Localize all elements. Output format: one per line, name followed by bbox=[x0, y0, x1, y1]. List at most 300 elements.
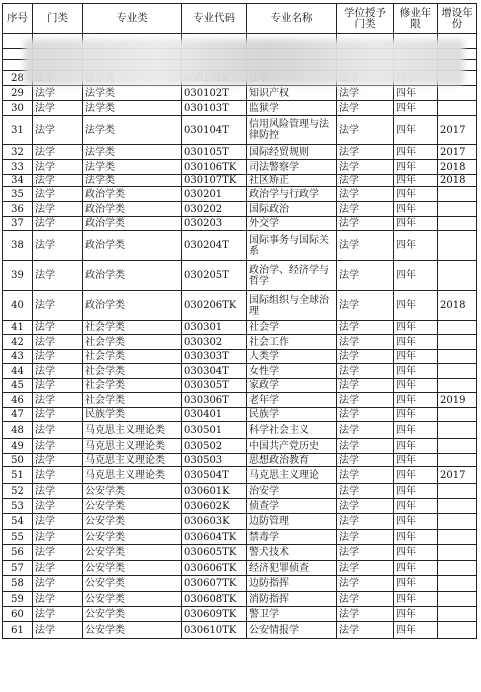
table-row bbox=[3, 231, 477, 261]
row-index: 39 bbox=[3, 261, 33, 291]
row-major-name: 人类学 bbox=[247, 350, 337, 364]
table-row bbox=[3, 217, 477, 231]
row-major-code: 030601K bbox=[182, 484, 247, 499]
row-major-code: 030102T bbox=[182, 86, 247, 101]
row-year-added bbox=[438, 187, 477, 202]
row-year-added bbox=[438, 321, 477, 335]
row-year-added bbox=[438, 350, 477, 364]
table-header-row bbox=[3, 4, 477, 34]
row-degree-category: 法学 bbox=[337, 393, 394, 408]
row-discipline-class: 公安学类 bbox=[83, 484, 182, 499]
row-index: 49 bbox=[3, 439, 33, 454]
row-degree-category: 法学 bbox=[337, 514, 394, 530]
row-degree-category: 法学 bbox=[337, 101, 394, 116]
row-index: 35 bbox=[3, 187, 33, 202]
row-major-code: 030103T bbox=[182, 101, 247, 116]
row-category: 法学 bbox=[33, 379, 83, 393]
row-year-added: 2017 bbox=[438, 467, 477, 484]
row-discipline-class: 政治学类 bbox=[83, 231, 182, 261]
header-year-added: 增设年份 bbox=[438, 4, 477, 34]
row-category: 法学 bbox=[33, 499, 83, 514]
table-row bbox=[3, 422, 477, 439]
row-index: 51 bbox=[3, 467, 33, 484]
header-duration: 修业年限 bbox=[394, 4, 438, 34]
row-major-name: 经济犯罪侦查 bbox=[247, 561, 337, 576]
row-duration: 四年 bbox=[394, 202, 438, 217]
row-year-added: 2017 bbox=[438, 116, 477, 145]
row-duration: 四年 bbox=[394, 454, 438, 467]
row-major-code: 030106TK bbox=[182, 160, 247, 175]
table-row bbox=[3, 145, 477, 160]
row-major-name: 国际经贸规则 bbox=[247, 145, 337, 160]
row-major-code: 030502 bbox=[182, 439, 247, 454]
table-row bbox=[3, 116, 477, 145]
row-degree-category: 法学 bbox=[337, 291, 394, 321]
row-duration: 四年 bbox=[394, 231, 438, 261]
row-index: 60 bbox=[3, 607, 33, 622]
row-year-added bbox=[438, 439, 477, 454]
header-major-code: 专业代码 bbox=[182, 4, 247, 34]
row-duration: 四年 bbox=[394, 467, 438, 484]
row-degree-category: 法学 bbox=[337, 160, 394, 175]
row-degree-category: 法学 bbox=[337, 364, 394, 379]
row-index: 45 bbox=[3, 379, 33, 393]
row-duration: 四年 bbox=[394, 350, 438, 364]
row-major-name: 公安情报学 bbox=[247, 622, 337, 639]
row-degree-category: 法学 bbox=[337, 545, 394, 561]
row-duration: 四年 bbox=[394, 261, 438, 291]
row-year-added bbox=[438, 408, 477, 422]
table-row bbox=[3, 393, 477, 408]
row-degree-category: 法学 bbox=[337, 335, 394, 350]
row-major-name: 科学社会主义 bbox=[247, 422, 337, 439]
row-major-name: 民族学 bbox=[247, 408, 337, 422]
row-degree-category: 法学 bbox=[337, 231, 394, 261]
row-major-code: 030504T bbox=[182, 467, 247, 484]
table-row bbox=[3, 364, 477, 379]
row-degree-category: 法学 bbox=[337, 145, 394, 160]
row-major-name: 国际政治 bbox=[247, 202, 337, 217]
row-major-name: 信用风险管理与法律防控 bbox=[247, 116, 337, 145]
row-category: 法学 bbox=[33, 484, 83, 499]
row-index: 58 bbox=[3, 576, 33, 592]
row-degree-category: 法学 bbox=[337, 350, 394, 364]
row-major-code: 030304T bbox=[182, 364, 247, 379]
row-index: 50 bbox=[3, 454, 33, 467]
table-row bbox=[3, 187, 477, 202]
row-degree-category: 法学 bbox=[337, 607, 394, 622]
row-year-added: 2018 bbox=[438, 291, 477, 321]
row-category: 法学 bbox=[33, 116, 83, 145]
table-row bbox=[3, 101, 477, 116]
row-discipline-class: 法学类 bbox=[83, 101, 182, 116]
row-index: 32 bbox=[3, 145, 33, 160]
row-index: 59 bbox=[3, 592, 33, 607]
row-degree-category: 法学 bbox=[337, 499, 394, 514]
row-major-code: 030602K bbox=[182, 499, 247, 514]
row-index: 38 bbox=[3, 231, 33, 261]
row-discipline-class: 公安学类 bbox=[83, 545, 182, 561]
table-row bbox=[3, 86, 477, 101]
table-row bbox=[3, 592, 477, 607]
row-degree-category: 法学 bbox=[337, 439, 394, 454]
table-row bbox=[3, 530, 477, 545]
row-category: 法学 bbox=[33, 439, 83, 454]
row-discipline-class: 政治学类 bbox=[83, 202, 182, 217]
row-discipline-class: 社会学类 bbox=[83, 393, 182, 408]
row-major-name: 警卫学 bbox=[247, 607, 337, 622]
row-duration: 四年 bbox=[394, 422, 438, 439]
table-row bbox=[3, 335, 477, 350]
table-row bbox=[3, 202, 477, 217]
row-duration: 四年 bbox=[394, 116, 438, 145]
row-major-name: 侦查学 bbox=[247, 499, 337, 514]
row-major-name: 马克思主义理论 bbox=[247, 467, 337, 484]
row-category: 法学 bbox=[33, 607, 83, 622]
row-major-code: 030305T bbox=[182, 379, 247, 393]
row-major-name: 思想政治教育 bbox=[247, 454, 337, 467]
row-duration: 四年 bbox=[394, 622, 438, 639]
row-category: 法学 bbox=[33, 86, 83, 101]
row-major-name: 社会学 bbox=[247, 321, 337, 335]
row-degree-category: 法学 bbox=[337, 454, 394, 467]
row-index: 53 bbox=[3, 499, 33, 514]
row-degree-category: 法学 bbox=[337, 217, 394, 231]
row-discipline-class: 马克思主义理论类 bbox=[83, 439, 182, 454]
row-duration: 四年 bbox=[394, 393, 438, 408]
table-row bbox=[3, 321, 477, 335]
row-major-code: 030603K bbox=[182, 514, 247, 530]
row-major-name: 社会工作 bbox=[247, 335, 337, 350]
row-discipline-class: 法学类 bbox=[83, 86, 182, 101]
row-year-added bbox=[438, 576, 477, 592]
row-major-name: 监狱学 bbox=[247, 101, 337, 116]
table-row bbox=[3, 499, 477, 514]
table-row bbox=[3, 439, 477, 454]
row-year-added bbox=[438, 592, 477, 607]
row-index: 41 bbox=[3, 321, 33, 335]
row-major-code: 030107TK bbox=[182, 175, 247, 187]
row-category: 法学 bbox=[33, 422, 83, 439]
row-duration: 四年 bbox=[394, 576, 438, 592]
row-major-code: 030202 bbox=[182, 202, 247, 217]
row-duration: 四年 bbox=[394, 145, 438, 160]
row-degree-category: 法学 bbox=[337, 561, 394, 576]
row-discipline-class: 政治学类 bbox=[83, 217, 182, 231]
row-year-added bbox=[438, 499, 477, 514]
row-category: 法学 bbox=[33, 561, 83, 576]
row-index: 47 bbox=[3, 408, 33, 422]
row-degree-category: 法学 bbox=[337, 187, 394, 202]
row-year-added bbox=[438, 607, 477, 622]
row-discipline-class: 社会学类 bbox=[83, 350, 182, 364]
row-discipline-class: 公安学类 bbox=[83, 607, 182, 622]
row-category: 法学 bbox=[33, 175, 83, 187]
row-major-code: 030205T bbox=[182, 261, 247, 291]
row-index: 43 bbox=[3, 350, 33, 364]
row-degree-category: 法学 bbox=[337, 467, 394, 484]
row-major-code: 030303T bbox=[182, 350, 247, 364]
row-major-code: 030607TK bbox=[182, 576, 247, 592]
row-discipline-class: 政治学类 bbox=[83, 291, 182, 321]
row-category: 法学 bbox=[33, 321, 83, 335]
table-row bbox=[3, 291, 477, 321]
row-major-code: 030401 bbox=[182, 408, 247, 422]
table-body bbox=[3, 34, 477, 639]
row-year-added bbox=[438, 86, 477, 101]
row-category: 法学 bbox=[33, 101, 83, 116]
row-duration: 四年 bbox=[394, 439, 438, 454]
row-year-added: 2017 bbox=[438, 145, 477, 160]
header-degree-category: 学位授予门类 bbox=[337, 4, 394, 34]
row-duration: 四年 bbox=[394, 187, 438, 202]
row-discipline-class: 社会学类 bbox=[83, 364, 182, 379]
row-index: 29 bbox=[3, 86, 33, 101]
row-degree-category: 法学 bbox=[337, 261, 394, 291]
row-major-code: 030608TK bbox=[182, 592, 247, 607]
table-row bbox=[3, 576, 477, 592]
row-category: 法学 bbox=[33, 291, 83, 321]
row-degree-category: 法学 bbox=[337, 484, 394, 499]
row-index: 52 bbox=[3, 484, 33, 499]
row-category: 法学 bbox=[33, 335, 83, 350]
row-year-added: 2018 bbox=[438, 175, 477, 187]
row-major-code: 030503 bbox=[182, 454, 247, 467]
row-discipline-class: 政治学类 bbox=[83, 187, 182, 202]
row-major-code: 030306T bbox=[182, 393, 247, 408]
redacted-blur-region bbox=[24, 39, 464, 85]
table-row bbox=[3, 467, 477, 484]
row-category: 法学 bbox=[33, 592, 83, 607]
row-index: 61 bbox=[3, 622, 33, 639]
row-year-added bbox=[438, 514, 477, 530]
row-category: 法学 bbox=[33, 231, 83, 261]
row-category: 法学 bbox=[33, 350, 83, 364]
row-degree-category: 法学 bbox=[337, 86, 394, 101]
row-duration: 四年 bbox=[394, 86, 438, 101]
table-row bbox=[3, 379, 477, 393]
row-major-code: 030301 bbox=[182, 321, 247, 335]
table-row bbox=[3, 545, 477, 561]
row-major-code: 030204T bbox=[182, 231, 247, 261]
row-major-code: 030104T bbox=[182, 116, 247, 145]
row-duration: 四年 bbox=[394, 484, 438, 499]
row-major-name: 政治学与行政学 bbox=[247, 187, 337, 202]
table-row bbox=[3, 514, 477, 530]
row-year-added bbox=[438, 545, 477, 561]
row-year-added bbox=[438, 261, 477, 291]
row-degree-category: 法学 bbox=[337, 175, 394, 187]
row-degree-category: 法学 bbox=[337, 530, 394, 545]
row-major-name: 女性学 bbox=[247, 364, 337, 379]
row-index: 34 bbox=[3, 175, 33, 187]
row-duration: 四年 bbox=[394, 160, 438, 175]
row-year-added bbox=[438, 217, 477, 231]
row-index: 40 bbox=[3, 291, 33, 321]
table-row bbox=[3, 408, 477, 422]
row-category: 法学 bbox=[33, 622, 83, 639]
row-year-added bbox=[438, 364, 477, 379]
row-category: 法学 bbox=[33, 454, 83, 467]
row-major-name: 边防管理 bbox=[247, 514, 337, 530]
row-duration: 四年 bbox=[394, 379, 438, 393]
row-category: 法学 bbox=[33, 217, 83, 231]
row-discipline-class: 公安学类 bbox=[83, 622, 182, 639]
row-duration: 四年 bbox=[394, 499, 438, 514]
document-page bbox=[2, 3, 476, 639]
row-major-code: 030105T bbox=[182, 145, 247, 160]
row-major-code: 030610TK bbox=[182, 622, 247, 639]
row-year-added bbox=[438, 422, 477, 439]
row-category: 法学 bbox=[33, 467, 83, 484]
header-major-name: 专业名称 bbox=[247, 4, 337, 34]
table-row bbox=[3, 607, 477, 622]
row-index: 57 bbox=[3, 561, 33, 576]
row-year-added: 2019 bbox=[438, 393, 477, 408]
table-row bbox=[3, 622, 477, 639]
row-category: 法学 bbox=[33, 202, 83, 217]
row-category: 法学 bbox=[33, 514, 83, 530]
row-discipline-class: 社会学类 bbox=[83, 335, 182, 350]
row-index: 54 bbox=[3, 514, 33, 530]
row-year-added bbox=[438, 202, 477, 217]
row-discipline-class: 民族学类 bbox=[83, 408, 182, 422]
table-row bbox=[3, 484, 477, 499]
row-index: 30 bbox=[3, 101, 33, 116]
table-row bbox=[3, 175, 477, 187]
row-duration: 四年 bbox=[394, 408, 438, 422]
row-duration: 四年 bbox=[394, 291, 438, 321]
row-index: 33 bbox=[3, 160, 33, 175]
row-major-code: 030605TK bbox=[182, 545, 247, 561]
row-discipline-class: 公安学类 bbox=[83, 561, 182, 576]
row-category: 法学 bbox=[33, 160, 83, 175]
row-discipline-class: 社会学类 bbox=[83, 321, 182, 335]
row-year-added bbox=[438, 379, 477, 393]
row-degree-category: 法学 bbox=[337, 408, 394, 422]
row-duration: 四年 bbox=[394, 175, 438, 187]
row-discipline-class: 公安学类 bbox=[83, 530, 182, 545]
row-degree-category: 法学 bbox=[337, 321, 394, 335]
row-major-code: 030203 bbox=[182, 217, 247, 231]
row-category: 法学 bbox=[33, 187, 83, 202]
row-degree-category: 法学 bbox=[337, 422, 394, 439]
row-category: 法学 bbox=[33, 364, 83, 379]
row-year-added bbox=[438, 231, 477, 261]
row-duration: 四年 bbox=[394, 217, 438, 231]
row-duration: 四年 bbox=[394, 321, 438, 335]
row-major-name: 警犬技术 bbox=[247, 545, 337, 561]
row-major-name: 国际事务与国际关系 bbox=[247, 231, 337, 261]
row-year-added bbox=[438, 335, 477, 350]
row-major-name: 外交学 bbox=[247, 217, 337, 231]
row-major-name: 禁毒学 bbox=[247, 530, 337, 545]
row-duration: 四年 bbox=[394, 592, 438, 607]
row-category: 法学 bbox=[33, 261, 83, 291]
row-discipline-class: 社会学类 bbox=[83, 379, 182, 393]
row-major-code: 030609TK bbox=[182, 607, 247, 622]
row-degree-category: 法学 bbox=[337, 202, 394, 217]
row-major-code: 030201 bbox=[182, 187, 247, 202]
row-major-code: 030606TK bbox=[182, 561, 247, 576]
row-degree-category: 法学 bbox=[337, 116, 394, 145]
row-index: 46 bbox=[3, 393, 33, 408]
row-index: 56 bbox=[3, 545, 33, 561]
row-discipline-class: 法学类 bbox=[83, 160, 182, 175]
majors-table bbox=[2, 3, 477, 639]
row-index: 42 bbox=[3, 335, 33, 350]
row-duration: 四年 bbox=[394, 530, 438, 545]
row-duration: 四年 bbox=[394, 364, 438, 379]
table-row bbox=[3, 350, 477, 364]
header-index: 序号 bbox=[3, 4, 33, 34]
row-duration: 四年 bbox=[394, 101, 438, 116]
row-major-name: 家政学 bbox=[247, 379, 337, 393]
row-discipline-class: 公安学类 bbox=[83, 576, 182, 592]
row-year-added bbox=[438, 561, 477, 576]
row-index: 55 bbox=[3, 530, 33, 545]
row-category: 法学 bbox=[33, 393, 83, 408]
row-major-code: 030302 bbox=[182, 335, 247, 350]
row-year-added bbox=[438, 622, 477, 639]
row-major-code: 030206TK bbox=[182, 291, 247, 321]
row-year-added bbox=[438, 530, 477, 545]
row-duration: 四年 bbox=[394, 607, 438, 622]
table-row bbox=[3, 261, 477, 291]
row-discipline-class: 法学类 bbox=[83, 145, 182, 160]
row-major-name: 国际组织与全球治理 bbox=[247, 291, 337, 321]
row-major-name: 司法警察学 bbox=[247, 160, 337, 175]
row-index: 37 bbox=[3, 217, 33, 231]
row-major-name: 中国共产党历史 bbox=[247, 439, 337, 454]
row-discipline-class: 公安学类 bbox=[83, 514, 182, 530]
row-duration: 四年 bbox=[394, 545, 438, 561]
row-major-name: 治安学 bbox=[247, 484, 337, 499]
row-category: 法学 bbox=[33, 530, 83, 545]
row-degree-category: 法学 bbox=[337, 622, 394, 639]
row-major-name: 消防指挥 bbox=[247, 592, 337, 607]
row-year-added: 2018 bbox=[438, 160, 477, 175]
row-major-code: 030604TK bbox=[182, 530, 247, 545]
row-year-added bbox=[438, 484, 477, 499]
row-duration: 四年 bbox=[394, 561, 438, 576]
row-degree-category: 法学 bbox=[337, 379, 394, 393]
header-category: 门类 bbox=[33, 4, 83, 34]
row-index: 48 bbox=[3, 422, 33, 439]
table-row bbox=[3, 454, 477, 467]
row-index: 44 bbox=[3, 364, 33, 379]
row-degree-category: 法学 bbox=[337, 592, 394, 607]
row-category: 法学 bbox=[33, 545, 83, 561]
row-year-added bbox=[438, 101, 477, 116]
row-discipline-class: 法学类 bbox=[83, 116, 182, 145]
row-index: 28 bbox=[3, 71, 33, 86]
row-major-name: 老年学 bbox=[247, 393, 337, 408]
row-discipline-class: 政治学类 bbox=[83, 261, 182, 291]
row-duration: 四年 bbox=[394, 514, 438, 530]
row-index: 36 bbox=[3, 202, 33, 217]
header-discipline-class: 专业类 bbox=[83, 4, 182, 34]
row-discipline-class: 马克思主义理论类 bbox=[83, 467, 182, 484]
row-duration: 四年 bbox=[394, 335, 438, 350]
row-category: 法学 bbox=[33, 408, 83, 422]
row-major-code: 030501 bbox=[182, 422, 247, 439]
row-major-name: 知识产权 bbox=[247, 86, 337, 101]
row-major-name: 边防指挥 bbox=[247, 576, 337, 592]
row-discipline-class: 公安学类 bbox=[83, 592, 182, 607]
row-major-name: 政治学、经济学与哲学 bbox=[247, 261, 337, 291]
row-category: 法学 bbox=[33, 145, 83, 160]
